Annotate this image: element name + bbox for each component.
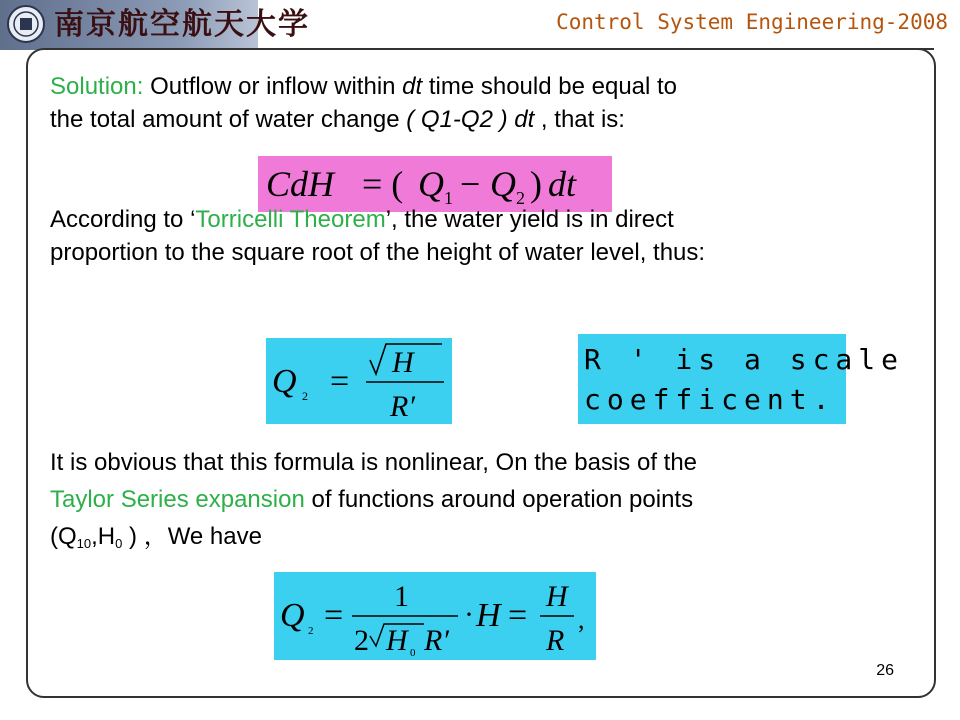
- course-title: Control System Engineering-2008: [556, 10, 948, 34]
- svg-text:H: H: [386, 624, 408, 657]
- svg-text:=: =: [330, 363, 350, 400]
- university-seal-icon: [6, 4, 46, 44]
- equation-linearized: [274, 572, 596, 660]
- svg-text:R′: R′: [390, 390, 415, 423]
- svg-text:H: H: [476, 597, 501, 634]
- svg-text:2: 2: [302, 389, 308, 403]
- svg-text:dt: dt: [548, 164, 577, 204]
- solution-line-1: Solution: Outflow or inflow within dt time should be equal to: [50, 73, 678, 100]
- svg-text:Q: Q: [272, 363, 297, 400]
- torricelli-line-1: According to ‘Torricelli Theorem’, the water yield is in direct: [50, 206, 674, 233]
- svg-text:R′: R′: [424, 624, 449, 657]
- svg-text:= (: = (: [362, 164, 404, 204]
- nonlinear-line-2: Taylor Series expansion of functions around operation points: [50, 486, 694, 513]
- svg-text:2: 2: [354, 624, 369, 657]
- university-logo-banner: [0, 0, 310, 50]
- solution-label: Solution:: [50, 73, 144, 100]
- svg-text:H: H: [546, 580, 568, 613]
- svg-text:2: 2: [516, 188, 525, 208]
- solution-line-2: the total amount of water change ( Q1-Q2 ) dt , that is:: [50, 106, 625, 133]
- svg-text:=: =: [508, 597, 528, 634]
- svg-text:2: 2: [308, 625, 314, 637]
- svg-text:Q: Q: [418, 164, 444, 204]
- svg-text:): ): [530, 164, 542, 204]
- operation-point-line: ($Q_{10},H_0$ ) ，We have: [50, 523, 262, 551]
- equation-torricelli: [266, 338, 452, 424]
- svg-text:R: R: [546, 624, 565, 657]
- scale-coefficient-note: R ' is a scale coefficent.: [578, 334, 846, 424]
- svg-text:CdH: CdH: [266, 164, 335, 204]
- svg-text:1: 1: [394, 580, 409, 613]
- university-name: 南京航空航天大学: [54, 7, 310, 42]
- svg-text:1: 1: [444, 188, 453, 208]
- svg-text:0: 0: [410, 647, 416, 659]
- svg-text:−: −: [460, 164, 481, 204]
- svg-text:,: ,: [578, 605, 585, 634]
- svg-text:Q: Q: [280, 597, 305, 634]
- svg-text:H: H: [392, 346, 414, 379]
- taylor-series-term: Taylor Series expansion: [50, 486, 305, 513]
- torricelli-theorem-term: Torricelli Theorem: [195, 206, 386, 233]
- equation-mass-balance: [258, 156, 612, 212]
- svg-text:Q: Q: [490, 164, 516, 204]
- header-divider: [258, 48, 934, 50]
- torricelli-line-2: proportion to the square root of the height of water level, thus:: [50, 239, 706, 266]
- page-number: 26: [876, 662, 894, 679]
- svg-text:·: ·: [464, 598, 474, 631]
- nonlinear-line-1: It is obvious that this formula is nonlinear, On the basis of the: [50, 449, 698, 476]
- svg-text:=: =: [324, 597, 344, 634]
